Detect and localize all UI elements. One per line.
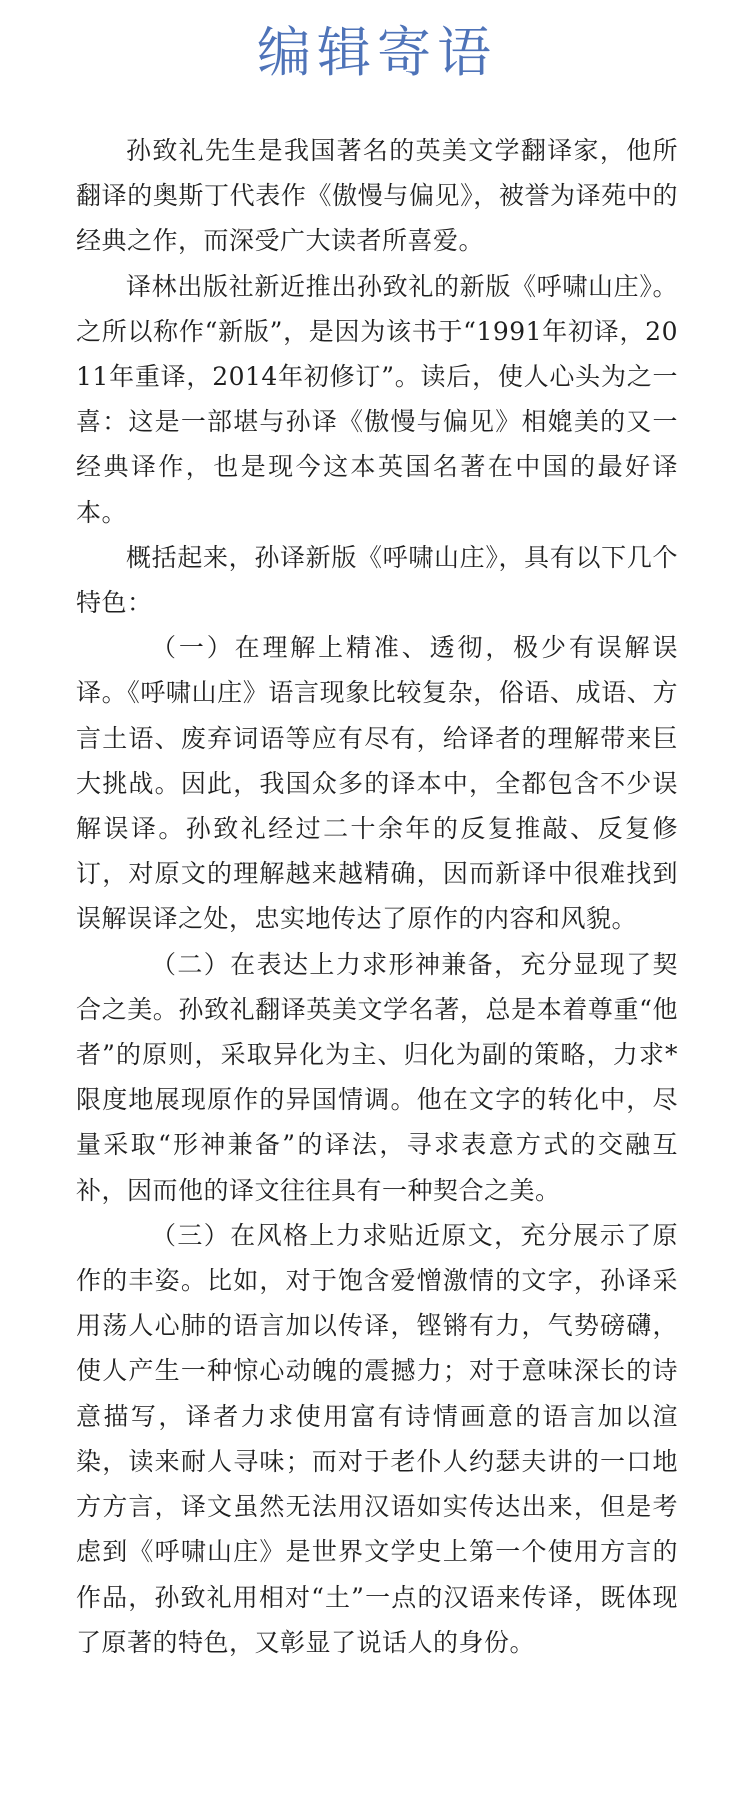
paragraph-summary: 概括起来，孙译新版《呼啸山庄》，具有以下几个特色： (76, 542, 678, 618)
paragraph-feature-1: （一）在理解上精准、透彻，极少有误解误译。《呼啸山庄》语言现象比较复杂，俗语、成语、方言土语、废弃词语等应有尽有，给译者的理解带来巨大挑战。因此，我国众多的译本中，全都包含不少误解误译。孙致礼经过二十余年的反复推敲、反复修订，对原文的理解越来越精确，因而新译中很难找到误解误译之处，忠实地传达了原作的内容和风貌。 (76, 633, 678, 934)
page-title: 编辑寄语 (257, 21, 497, 84)
paragraph-feature-3: （三）在风格上力求贴近原文，充分展示了原作的丰姿。比如，对于饱含爱憎激情的文字，孙译采用荡人心肺的语言加以传译，铿锵有力，气势磅礴，使人产生一种惊心动魄的震撼力；对于意味深长的诗意描写，译者力求使用富有诗情画意的语言加以渲染，读来耐人寻味；而对于老仆人约瑟夫讲的一口地方方言，译文虽然无法用汉语如实传达出来，但是考虑到《呼啸山庄》是世界文学史上第一个使用方言的作品，孙致礼用相对“土”一点的汉语来传译，既体现了原著的特色，又彰显了说话人的身份。 (76, 1220, 678, 1657)
article-body (76, 128, 678, 1665)
paragraph-feature-2: （二）在表达上力求形神兼备，充分显现了契合之美。孙致礼翻译英美文学名著，总是本着尊重“他者”的原则，采取异化为主、归化为副的策略，力求*限度地展现原作的异国情调。他在文字的转化中，尽量采取“形神兼备”的译法，寻求表意方式的交融互补，因而他的译文往往具有一种契合之美。 (76, 949, 678, 1205)
paragraph-intro: 孙致礼先生是我国著名的英美文学翻译家，他所翻译的奥斯丁代表作《傲慢与偏见》，被誉为译苑中的经典之作，而深受广大读者所喜爱。 (76, 136, 678, 256)
paragraph-new-edition: 译林出版社新近推出孙致礼的新版《呼啸山庄》。之所以称作“新版”，是因为该书于“1991年初译，2011年重译，2014年初修订”。读后，使人心头为之一喜：这是一部堪与孙译《傲慢与偏见》相媲美的又一经典译作，也是现今这本英国名著在中国的最好译本。 (76, 271, 678, 527)
